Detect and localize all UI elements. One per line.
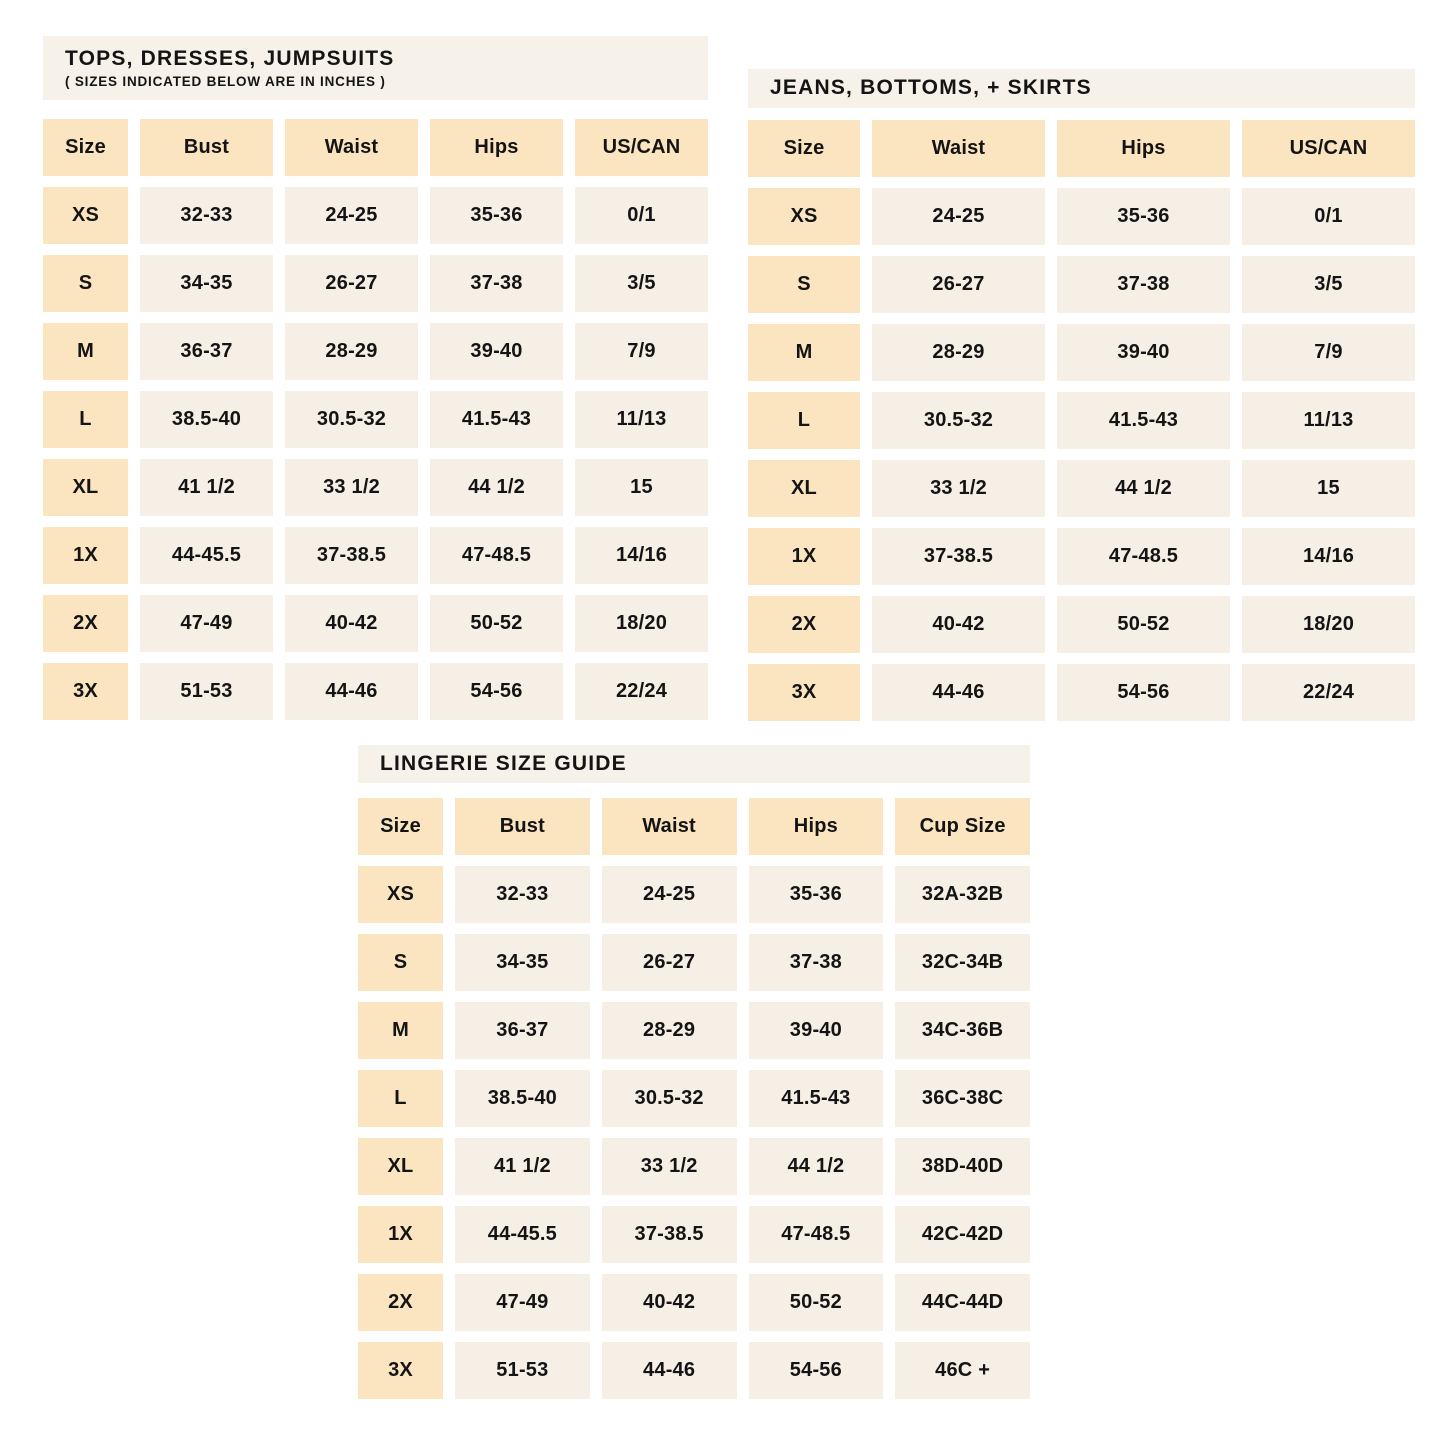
- lingerie-title-bar: [358, 745, 1030, 783]
- tops-row-7-cell-1: 51-53: [140, 663, 273, 720]
- jeans-row-7-cell-2: 54-56: [1057, 664, 1230, 721]
- lingerie-row-6-cell-3: 50-52: [749, 1274, 884, 1331]
- tops-row-0-cell-1: 32-33: [140, 187, 273, 244]
- lingerie-size-label-s: S: [358, 934, 443, 991]
- tops-header-waist: Waist: [285, 119, 418, 176]
- tops-header-bust: Bust: [140, 119, 273, 176]
- tops-row-4-cell-4: 15: [575, 459, 708, 516]
- lingerie-row-5-cell-4: 42C-42D: [895, 1206, 1030, 1263]
- lingerie-row-2-cell-1: 36-37: [455, 1002, 590, 1059]
- tops-size-table: [43, 36, 708, 720]
- tops-size-label-m: M: [43, 323, 128, 380]
- tops-size-label-2x: 2X: [43, 595, 128, 652]
- jeans-header-waist: Waist: [872, 120, 1045, 177]
- jeans-row-3-cell-3: 11/13: [1242, 392, 1415, 449]
- lingerie-header-hips: Hips: [749, 798, 884, 855]
- lingerie-row-3-cell-3: 41.5-43: [749, 1070, 884, 1127]
- tops-title: TOPS, DRESSES, JUMPSUITS: [65, 46, 395, 70]
- lingerie-row-0-cell-3: 35-36: [749, 866, 884, 923]
- tops-row-3-cell-4: 11/13: [575, 391, 708, 448]
- tops-row-0-cell-4: 0/1: [575, 187, 708, 244]
- lingerie-row-2-cell-3: 39-40: [749, 1002, 884, 1059]
- jeans-header-us-can: US/CAN: [1242, 120, 1415, 177]
- tops-row-7-cell-3: 54-56: [430, 663, 563, 720]
- jeans-row-1-cell-3: 3/5: [1242, 256, 1415, 313]
- lingerie-size-label-1x: 1X: [358, 1206, 443, 1263]
- tops-row-7-cell-4: 22/24: [575, 663, 708, 720]
- tops-row-4-cell-2: 33 1/2: [285, 459, 418, 516]
- tops-row-6-cell-2: 40-42: [285, 595, 418, 652]
- jeans-size-table: [748, 69, 1415, 721]
- lingerie-row-6-cell-4: 44C-44D: [895, 1274, 1030, 1331]
- lingerie-title: LINGERIE SIZE GUIDE: [380, 751, 627, 775]
- jeans-row-5-cell-2: 47-48.5: [1057, 528, 1230, 585]
- jeans-row-3-cell-1: 30.5-32: [872, 392, 1045, 449]
- lingerie-size-label-3x: 3X: [358, 1342, 443, 1399]
- lingerie-size-label-xs: XS: [358, 866, 443, 923]
- jeans-row-6-cell-3: 18/20: [1242, 596, 1415, 653]
- tops-size-label-xl: XL: [43, 459, 128, 516]
- tops-row-1-cell-1: 34-35: [140, 255, 273, 312]
- tops-row-1-cell-2: 26-27: [285, 255, 418, 312]
- tops-row-1-cell-3: 37-38: [430, 255, 563, 312]
- jeans-row-2-cell-2: 39-40: [1057, 324, 1230, 381]
- jeans-row-0-cell-2: 35-36: [1057, 188, 1230, 245]
- jeans-row-2-cell-3: 7/9: [1242, 324, 1415, 381]
- tops-size-label-xs: XS: [43, 187, 128, 244]
- lingerie-row-0-cell-2: 24-25: [602, 866, 737, 923]
- lingerie-size-label-m: M: [358, 1002, 443, 1059]
- tops-grid: [43, 119, 708, 720]
- lingerie-header-size: Size: [358, 798, 443, 855]
- tops-row-5-cell-4: 14/16: [575, 527, 708, 584]
- tops-row-4-cell-1: 41 1/2: [140, 459, 273, 516]
- tops-row-5-cell-1: 44-45.5: [140, 527, 273, 584]
- lingerie-row-1-cell-3: 37-38: [749, 934, 884, 991]
- lingerie-header-cup-size: Cup Size: [895, 798, 1030, 855]
- jeans-row-6-cell-2: 50-52: [1057, 596, 1230, 653]
- jeans-size-label-s: S: [748, 256, 860, 313]
- lingerie-row-6-cell-1: 47-49: [455, 1274, 590, 1331]
- jeans-row-6-cell-1: 40-42: [872, 596, 1045, 653]
- tops-row-0-cell-3: 35-36: [430, 187, 563, 244]
- tops-row-2-cell-3: 39-40: [430, 323, 563, 380]
- lingerie-row-0-cell-4: 32A-32B: [895, 866, 1030, 923]
- tops-row-2-cell-1: 36-37: [140, 323, 273, 380]
- lingerie-row-5-cell-2: 37-38.5: [602, 1206, 737, 1263]
- lingerie-row-7-cell-4: 46C +: [895, 1342, 1030, 1399]
- tops-row-2-cell-4: 7/9: [575, 323, 708, 380]
- jeans-size-label-2x: 2X: [748, 596, 860, 653]
- jeans-row-0-cell-1: 24-25: [872, 188, 1045, 245]
- lingerie-row-7-cell-1: 51-53: [455, 1342, 590, 1399]
- tops-title-bar: [43, 36, 708, 100]
- jeans-row-5-cell-1: 37-38.5: [872, 528, 1045, 585]
- tops-size-label-s: S: [43, 255, 128, 312]
- lingerie-row-3-cell-2: 30.5-32: [602, 1070, 737, 1127]
- lingerie-grid: [358, 798, 1030, 1399]
- tops-header-hips: Hips: [430, 119, 563, 176]
- lingerie-row-4-cell-4: 38D-40D: [895, 1138, 1030, 1195]
- lingerie-size-label-2x: 2X: [358, 1274, 443, 1331]
- tops-row-6-cell-1: 47-49: [140, 595, 273, 652]
- jeans-header-size: Size: [748, 120, 860, 177]
- tops-size-label-1x: 1X: [43, 527, 128, 584]
- tops-row-6-cell-3: 50-52: [430, 595, 563, 652]
- tops-subtitle: ( SIZES INDICATED BELOW ARE IN INCHES ): [65, 74, 386, 90]
- tops-size-label-l: L: [43, 391, 128, 448]
- lingerie-row-2-cell-2: 28-29: [602, 1002, 737, 1059]
- jeans-row-5-cell-3: 14/16: [1242, 528, 1415, 585]
- tops-row-3-cell-1: 38.5-40: [140, 391, 273, 448]
- jeans-row-3-cell-2: 41.5-43: [1057, 392, 1230, 449]
- lingerie-row-1-cell-4: 32C-34B: [895, 934, 1030, 991]
- tops-header-us-can: US/CAN: [575, 119, 708, 176]
- tops-row-5-cell-2: 37-38.5: [285, 527, 418, 584]
- lingerie-row-2-cell-4: 34C-36B: [895, 1002, 1030, 1059]
- tops-row-2-cell-2: 28-29: [285, 323, 418, 380]
- lingerie-row-0-cell-1: 32-33: [455, 866, 590, 923]
- jeans-row-4-cell-1: 33 1/2: [872, 460, 1045, 517]
- jeans-grid: [748, 120, 1415, 721]
- lingerie-row-5-cell-1: 44-45.5: [455, 1206, 590, 1263]
- lingerie-row-1-cell-2: 26-27: [602, 934, 737, 991]
- jeans-size-label-l: L: [748, 392, 860, 449]
- jeans-row-4-cell-2: 44 1/2: [1057, 460, 1230, 517]
- lingerie-size-table: [358, 745, 1030, 1399]
- tops-size-label-3x: 3X: [43, 663, 128, 720]
- lingerie-header-bust: Bust: [455, 798, 590, 855]
- lingerie-header-waist: Waist: [602, 798, 737, 855]
- tops-row-5-cell-3: 47-48.5: [430, 527, 563, 584]
- jeans-row-1-cell-2: 37-38: [1057, 256, 1230, 313]
- lingerie-size-label-l: L: [358, 1070, 443, 1127]
- lingerie-row-7-cell-2: 44-46: [602, 1342, 737, 1399]
- lingerie-row-3-cell-4: 36C-38C: [895, 1070, 1030, 1127]
- lingerie-row-6-cell-2: 40-42: [602, 1274, 737, 1331]
- tops-row-4-cell-3: 44 1/2: [430, 459, 563, 516]
- lingerie-row-4-cell-3: 44 1/2: [749, 1138, 884, 1195]
- lingerie-row-7-cell-3: 54-56: [749, 1342, 884, 1399]
- jeans-header-hips: Hips: [1057, 120, 1230, 177]
- tops-row-3-cell-3: 41.5-43: [430, 391, 563, 448]
- jeans-size-label-xs: XS: [748, 188, 860, 245]
- jeans-row-0-cell-3: 0/1: [1242, 188, 1415, 245]
- lingerie-row-3-cell-1: 38.5-40: [455, 1070, 590, 1127]
- tops-row-6-cell-4: 18/20: [575, 595, 708, 652]
- jeans-row-2-cell-1: 28-29: [872, 324, 1045, 381]
- lingerie-row-1-cell-1: 34-35: [455, 934, 590, 991]
- tops-row-7-cell-2: 44-46: [285, 663, 418, 720]
- jeans-row-7-cell-1: 44-46: [872, 664, 1045, 721]
- tops-header-size: Size: [43, 119, 128, 176]
- jeans-title: JEANS, BOTTOMS, + SKIRTS: [770, 76, 1092, 100]
- lingerie-row-5-cell-3: 47-48.5: [749, 1206, 884, 1263]
- jeans-size-label-xl: XL: [748, 460, 860, 517]
- jeans-title-bar: [748, 69, 1415, 108]
- tops-row-1-cell-4: 3/5: [575, 255, 708, 312]
- lingerie-row-4-cell-2: 33 1/2: [602, 1138, 737, 1195]
- jeans-row-1-cell-1: 26-27: [872, 256, 1045, 313]
- jeans-size-label-3x: 3X: [748, 664, 860, 721]
- jeans-size-label-1x: 1X: [748, 528, 860, 585]
- jeans-row-4-cell-3: 15: [1242, 460, 1415, 517]
- lingerie-row-4-cell-1: 41 1/2: [455, 1138, 590, 1195]
- tops-row-3-cell-2: 30.5-32: [285, 391, 418, 448]
- jeans-size-label-m: M: [748, 324, 860, 381]
- lingerie-size-label-xl: XL: [358, 1138, 443, 1195]
- jeans-row-7-cell-3: 22/24: [1242, 664, 1415, 721]
- tops-row-0-cell-2: 24-25: [285, 187, 418, 244]
